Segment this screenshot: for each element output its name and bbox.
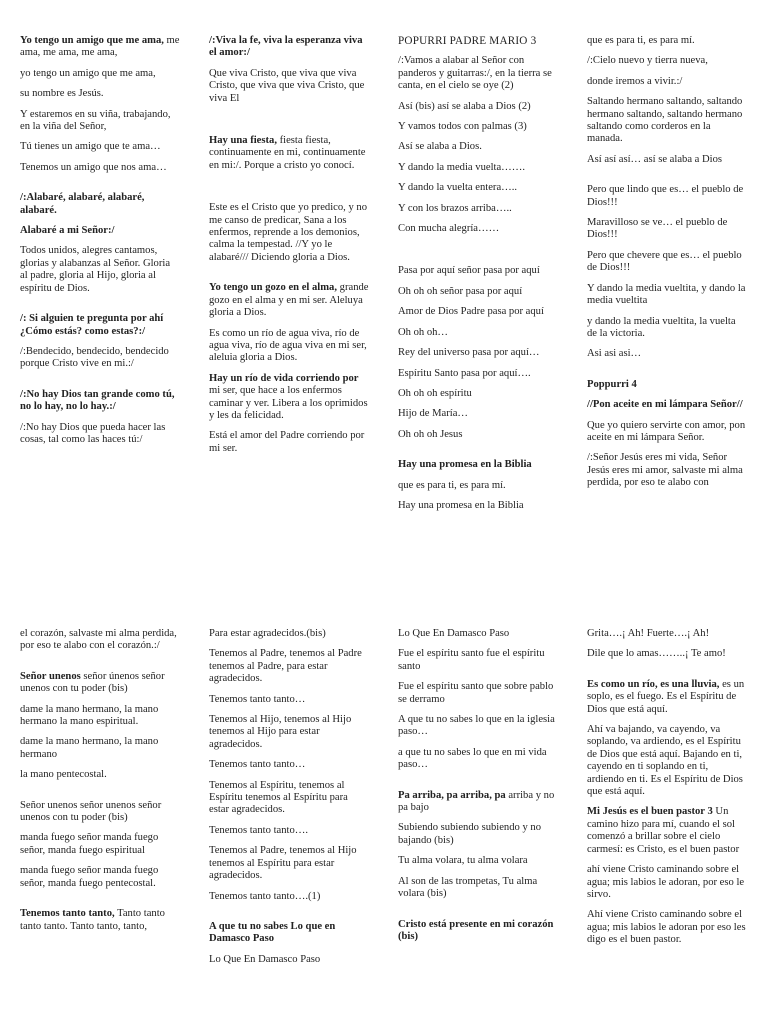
verse: /:Señor Jesús eres mi vida, Señor Jesús eres mi amor, salvaste mi alma perdida, por eso te alabo con	[587, 452, 743, 489]
song-heading: /:Alabaré, alabaré, alabaré, alabaré.	[20, 192, 145, 216]
verse: Tenemos tanto tanto….(1)	[209, 890, 321, 902]
song-heading: Alabaré a mi Señor:/	[20, 225, 115, 237]
verse: Tenemos al Padre, tenemos al Hijo tenemos al Espíritu para estar agradecidos.	[209, 845, 357, 882]
verse: su nombre es Jesús.	[20, 88, 104, 100]
song-heading: A que tu no sabes Lo que en Damasco Paso	[209, 920, 336, 945]
song-heading: //Pon aceite en mi lámpara Señor//	[587, 399, 743, 411]
verse: Maravilloso se ve… el pueblo de Dios!!!	[587, 217, 728, 241]
verse: Tenemos tanto tanto….	[209, 824, 308, 836]
song-heading: Cristo está presente en mi corazón (bis)	[398, 918, 554, 942]
song-heading: Poppurri 4	[587, 378, 637, 390]
column-top-4	[587, 35, 747, 498]
column-bottom-1	[20, 628, 180, 941]
verse: Señor unenos señor unenos señor unenos con tu poder (bis)	[20, 799, 162, 824]
verse: Es como un río de agua viva, río de agua viva, río de agua viva en mi ser, aleluia gloria a Dios.	[209, 327, 367, 364]
verse: Para estar agradecidos.(bis)	[209, 628, 326, 639]
verse: Asi asi asi…	[587, 348, 642, 360]
verse: /:No hay Dios que pueda hacer las cosas, tal como las haces tú:/	[20, 421, 166, 445]
verse: Así (bis) así se alaba a Dios (2)	[398, 100, 531, 112]
verse: Pasa por aquí señor pasa por aquí	[398, 265, 540, 277]
verse: que es para ti, es para mí.	[398, 479, 506, 491]
verse: Así así así… así se alaba a Dios	[587, 153, 723, 165]
verse: Y dando la vuelta entera…..	[398, 182, 518, 194]
verse: Tú tienes un amigo que te ama…	[20, 141, 161, 153]
verse: a que tu no sabes lo que en mi vida paso…	[398, 746, 547, 771]
verse: Al son de las trompetas, Tu alma volara (bis)	[398, 875, 538, 900]
verse: Tenemos tanto tanto…	[209, 693, 306, 705]
verse: Fue el espíritu santo que sobre pablo se derramo	[398, 681, 554, 705]
song-heading: /: Si alguien te pregunta por ahí ¿Cómo estás? como estas?:/	[20, 313, 164, 337]
verse: Con mucha alegría……	[398, 223, 500, 235]
verse: la mano pentecostal.	[20, 769, 107, 781]
verse: /:Bendecido, bendecido, bendecido porque Cristo vive en mi.:/	[20, 345, 169, 370]
verse: Yo tengo un gozo en el alma, grande gozo en el alma y en mi ser. Aleluya gloria a Dios.	[209, 282, 369, 319]
verse: Oh oh oh Jesus	[398, 428, 463, 440]
column-top-3	[398, 35, 558, 520]
verse: el corazón, salvaste mi alma perdida, por eso te alabo con el corazón.:/	[20, 628, 177, 652]
verse: Tenemos un amigo que nos ama…	[20, 161, 167, 173]
verse: Dile que lo amas……..¡ Te amo!	[587, 648, 726, 660]
verse: Hay una fiesta, fiesta fiesta, continuamente en mi, continuamente en mi:/. Porque a cristo yo conocí.	[209, 135, 366, 171]
verse: manda fuego señor manda fuego señor, manda fuego espiritual	[20, 832, 159, 856]
verse: dame la mano hermano, la mano hermano la mano espiritual.	[20, 703, 159, 728]
verse: Tenemos tanto tanto, Tanto tanto tanto tanto. Tanto tanto, tanto,	[20, 908, 165, 932]
verse: dame la mano hermano, la mano hermano	[20, 736, 159, 760]
verse: Tenemos tanto tanto…	[209, 759, 306, 771]
verse: Pero que chevere que es… el pueblo de Dios!!!	[587, 249, 742, 274]
verse: Tenemos al Espíritu, tenemos al Espíritu tenemos al Espíritu para estar agradecidos.	[209, 779, 348, 816]
verse: Espíritu Santo pasa por aquí….	[398, 367, 531, 379]
verse: Este es el Cristo que yo predico, y no me canso de predicar, Sana a los enfermos, reprende a los demonios, calma la tempestad. //Y yo le alabaré/// Diciendo gloria a Dios.	[209, 202, 367, 263]
column-bottom-2	[209, 628, 369, 974]
verse: /:Cielo nuevo y tierra nueva,	[587, 55, 708, 67]
verse: Que viva Cristo, que viva que viva Cristo, que viva que viva Cristo, que viva El	[209, 67, 365, 104]
verse: A que tu no sabes lo que en la iglesia paso…	[398, 714, 555, 738]
verse: Está el amor del Padre corriendo por mi ser.	[209, 430, 365, 454]
verse: Y dando la media vueltita, y dando la media vueltita	[587, 282, 746, 307]
verse: Lo Que En Damasco Paso	[398, 628, 510, 639]
verse: Lo Que En Damasco Paso	[209, 953, 321, 965]
verse: Oh oh oh espíritu	[398, 387, 472, 399]
song-heading: Hay una promesa en la Biblia	[398, 459, 532, 471]
verse: /:Vamos a alabar al Señor con panderos y guitarras:/, en la tierra se canta, en el cielo se oye (2)	[398, 55, 552, 92]
verse: Es como un río, es una lluvia, es un soplo, es el fuego. Es el Espíritu de Dios que está aquí.	[587, 678, 745, 715]
verse: Y vamos todos con palmas (3)	[398, 121, 527, 133]
column-bottom-4	[587, 628, 747, 955]
verse: Fue el espíritu santo fue el espíritu santo	[398, 648, 545, 672]
verse: Tenemos al Padre, tenemos al Padre tenemos al Padre, para estar agradecidos.	[209, 648, 362, 685]
column-bottom-3	[398, 628, 558, 951]
verse: ahí viene Cristo caminando sobre el agua; mis labios le adoran, por eso le sirvo.	[587, 864, 745, 900]
verse: Tenemos al Hijo, tenemos al Hijo tenemos al Hijo para estar agradecidos.	[209, 714, 352, 750]
verse: Señor unenos señor únenos señor unenos con tu poder (bis)	[20, 670, 165, 695]
verse: Y con los brazos arriba…..	[398, 202, 512, 214]
song-heading: /:No hay Dios tan grande como tú, no lo hay, no lo hay.:/	[20, 388, 175, 413]
verse: Rey del universo pasa por aquí…	[398, 347, 540, 359]
verse: Subiendo subiendo subiendo y no bajando (bis)	[398, 822, 542, 846]
verse: Hay un río de vida corriendo por mi ser, que hace a los enfermos caminar y ver. Libera a los oprimidos y les da felicidad.	[209, 372, 368, 421]
verse: Ahí viene Cristo caminando sobre el agua; mis labios le adoran por eso les digo es el buen pastor.	[587, 909, 746, 946]
verse: Ahí va bajando, va cayendo, va soplando, va ardiendo, es el Espíritu de Dios que está aquí. Bajando en ti, cayendo en ti soplando en ti, ardiendo en ti. Es el Espíritu de Dios que está aquí.	[587, 724, 743, 798]
verse: Y estaremos en su viña, trabajando, en la viña del Señor,	[20, 108, 171, 133]
verse: y dando la media vueltita, la vuelta de la victoria.	[587, 315, 736, 339]
verse: que es para ti, es para mí.	[587, 35, 695, 46]
verse: Todos unidos, alegres cantamos, glorias y alabanzas al Señor. Gloria al padre, gloria al Hijo, gloria al espíritu de Dios.	[20, 245, 171, 294]
song-heading: /:Viva la fe, viva la esperanza viva el amor:/	[209, 35, 363, 59]
verse: donde iremos a vivir.:/	[587, 75, 683, 87]
verse: yo tengo un amigo que me ama,	[20, 67, 156, 79]
column-top-2	[209, 35, 369, 463]
verse: Mi Jesús es el buen pastor 3 Un camino hizo para mí, cuando el sol comenzó a brillar sobre el cielo carmesí: es Cristo, es el buen pastor	[587, 806, 740, 855]
verse: Grita….¡ Ah! Fuerte….¡ Ah!	[587, 628, 710, 639]
column-top-1	[20, 35, 180, 454]
verse: Así se alaba a Dios.	[398, 141, 482, 153]
verse: Hay una promesa en la Biblia	[398, 499, 524, 511]
verse: Hijo de María…	[398, 408, 469, 420]
verse: Pero que lindo que es… el pueblo de Dios!!!	[587, 184, 744, 208]
verse: manda fuego señor manda fuego señor, manda fuego pentecostal.	[20, 865, 159, 889]
verse: Pa arriba, pa arriba, pa arriba y no pa bajo	[398, 789, 555, 814]
verse: Yo tengo un amigo que me ama, me ama, me ama, me ama,	[20, 35, 180, 59]
popurri-title: POPURRI PADRE MARIO 3	[398, 35, 537, 47]
verse: Oh oh oh…	[398, 326, 449, 338]
verse: Oh oh oh señor pasa por aquí	[398, 285, 523, 297]
verse: Amor de Dios Padre pasa por aquí	[398, 306, 544, 318]
verse: Y dando la media vuelta…….	[398, 161, 525, 173]
verse: Tu alma volara, tu alma volara	[398, 855, 528, 867]
verse: Que yo quiero servirte con amor, pon aceite en mi lámpara Señor.	[587, 419, 746, 443]
verse: Saltando hermano saltando, saltando hermano saltando, saltando hermano saltando como corderos en la manada.	[587, 96, 743, 145]
